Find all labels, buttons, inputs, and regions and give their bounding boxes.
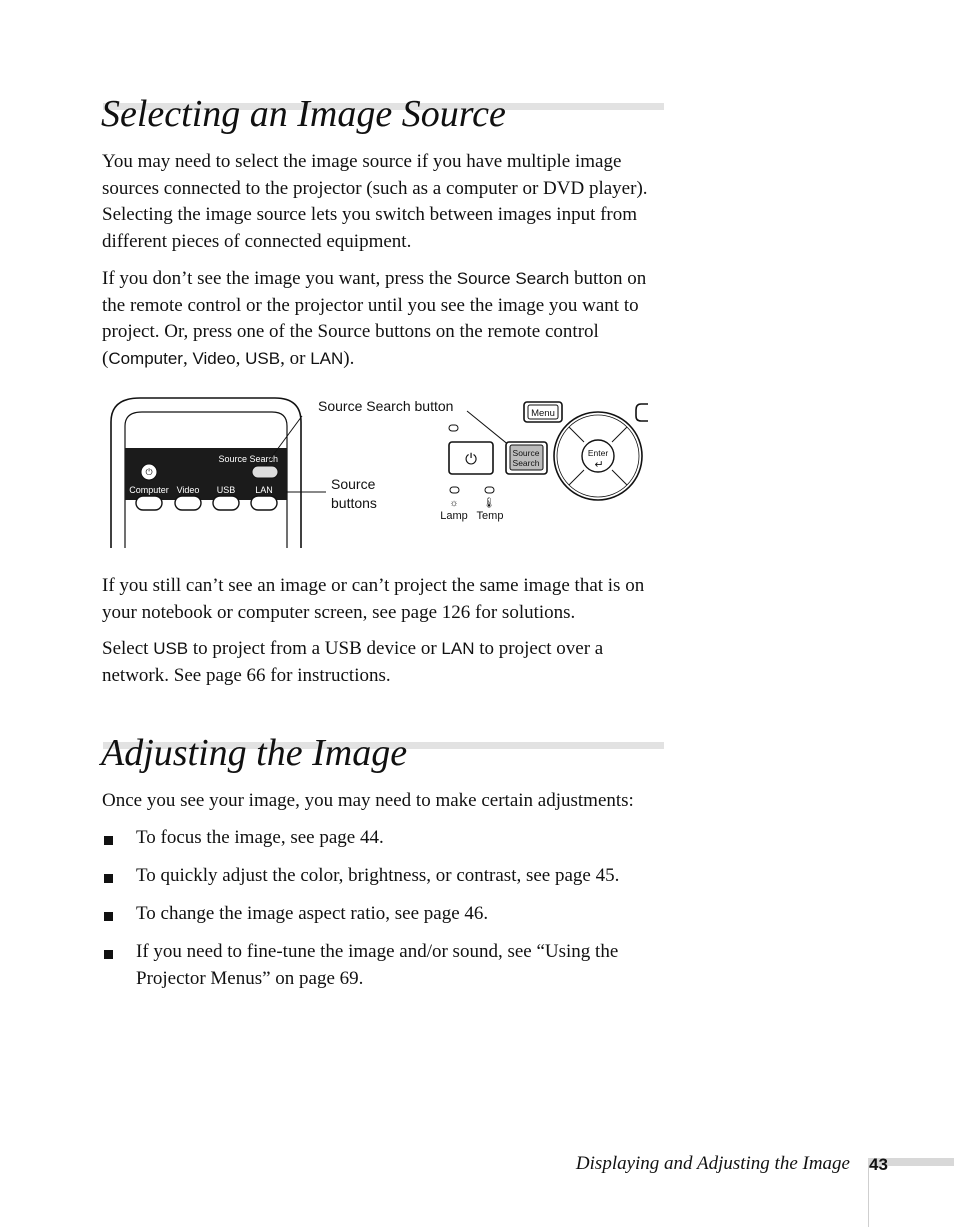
temp-icon: 🌡: [482, 498, 496, 509]
list-item: If you need to fine-tune the image and/or sound, see “Using the Projector Menus” on page 69.: [102, 939, 672, 992]
remote-and-panel-figure: [100, 392, 660, 552]
ui-term-computer: Computer: [108, 348, 183, 368]
lamp-indicator-light: [450, 487, 459, 493]
list-item: To change the image aspect ratio, see page 46.: [102, 901, 672, 928]
ui-term-usb-2: USB: [153, 639, 189, 658]
remote-label-usb: USB: [216, 485, 236, 495]
footer-chapter-title: Displaying and Adjusting the Image: [575, 1153, 850, 1174]
panel-menu-label: Menu: [531, 408, 555, 419]
paragraph-adjust-intro: Once you see your image, you may need to make certain adjustments:: [102, 790, 634, 811]
ui-term-usb: USB: [245, 348, 281, 368]
section-heading-selecting-source: Selecting an Image Source: [101, 93, 506, 135]
panel-search-label: Search: [512, 458, 540, 468]
ui-term-video: Video: [192, 348, 236, 368]
remote-label-video: Video: [176, 485, 200, 495]
list-item: To focus the image, see page 44.: [102, 825, 672, 852]
footer-rule: [868, 1166, 869, 1227]
bullet-square-icon: [104, 874, 113, 883]
enter-arrow-icon: ↵: [594, 459, 604, 471]
remote-usb-button: [213, 496, 239, 510]
panel-source-label: Source: [512, 448, 540, 458]
power-icon: ⏻: [145, 467, 153, 477]
lamp-icon: ☼: [449, 498, 459, 509]
bullet-square-icon: [104, 836, 113, 845]
figure-illustration: [100, 392, 660, 552]
paragraph-intro: You may need to select the image source if you have multiple image sources connected to the projector (such as a computer or DVD player). Selecting the image source lets you switch between images input from different pieces of connected equipment.: [102, 151, 648, 252]
callout-source-buttons-line1: Source: [331, 476, 376, 492]
paragraph-usb-lan: Select USB to project from a USB device or LAN to project over a network. See page 66 for instructions.: [102, 638, 604, 686]
callout-line-panel: [467, 411, 510, 446]
remote-label-lan: LAN: [255, 485, 273, 495]
lamp-label: Lamp: [440, 510, 468, 522]
page-number: 43: [869, 1155, 888, 1174]
list-item: To quickly adjust the color, brightness, or contrast, see page 45.: [102, 863, 672, 890]
ui-term-lan-2: LAN: [441, 639, 475, 658]
remote-label-computer: Computer: [129, 485, 169, 495]
panel-power-icon: ⏻: [465, 451, 477, 468]
ui-term-source-search: Source Search: [456, 269, 570, 288]
paragraph-troubleshoot: If you still can’t see an image or can’t project the same image that is on your notebook or computer screen, see page 126 for solutions.: [102, 575, 645, 623]
panel-next-button-partial: [636, 404, 648, 421]
section-heading-adjusting-image: Adjusting the Image: [101, 732, 408, 774]
callout-source-buttons-line2: buttons: [331, 495, 377, 511]
panel-enter-label: Enter: [587, 448, 609, 458]
power-indicator-light: [449, 425, 458, 431]
remote-source-search-label: Source Search: [218, 454, 278, 464]
temp-indicator-light: [485, 487, 494, 493]
temp-label: Temp: [476, 510, 504, 522]
remote-lan-button: [251, 496, 277, 510]
ui-term-lan: LAN: [310, 348, 344, 368]
remote-source-search-button: [252, 466, 278, 478]
bullet-square-icon: [104, 950, 113, 959]
adjustment-list: [102, 825, 672, 1004]
bullet-square-icon: [104, 912, 113, 921]
remote-video-button: [175, 496, 201, 510]
paragraph-source-search: If you don’t see the image you want, press the Source Search button on the remote control or the projector until you see the image you want to project. Or, press one of the Source buttons on the remote control (Computer, Video, USB, or LAN).: [102, 268, 647, 369]
callout-source-search-button: Source Search button: [318, 398, 454, 414]
remote-computer-button: [136, 496, 162, 510]
